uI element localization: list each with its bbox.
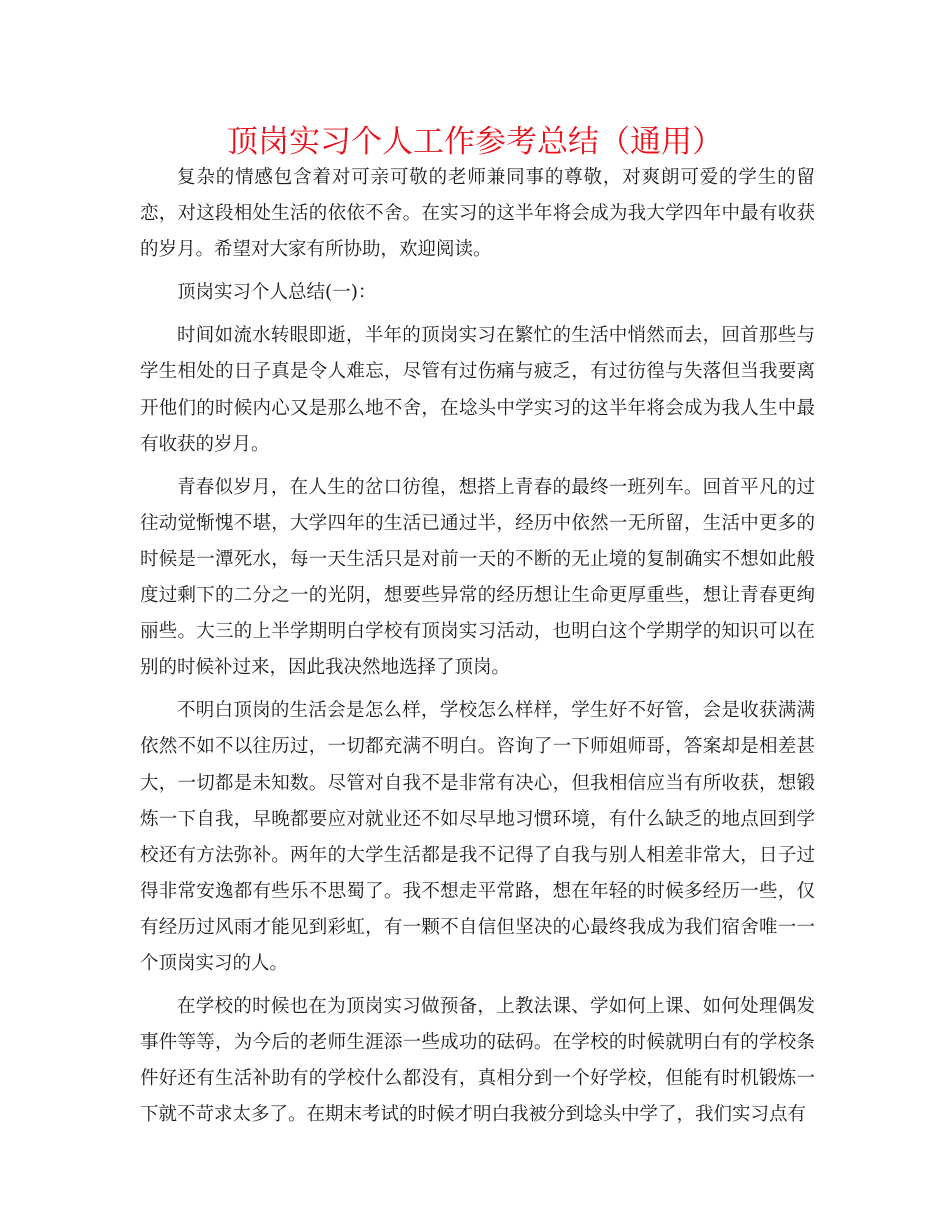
- body-paragraph: 时间如流水转眼即逝，半年的顶岗实习在繁忙的生活中悄然而去，回首那些与学生相处的日子真是令人难忘，尽管有过伤痛与疲乏，有过彷徨与失落但当我要离开他们的时候内心又是那么地不舍，在埝头中学实习的这半年将会成为我人生中最有收获的岁月。: [140, 325, 815, 455]
- document-body: [140, 160, 815, 1133]
- document-title: 顶岗实习个人工作参考总结（通用）: [227, 124, 723, 160]
- body-paragraph: 在学校的时候也在为顶岗实习做预备，上教法课、学如何上课、如何处理偶发事件等等，为今后的老师生涯添一些成功的砝码。在学校的时候就明白有的学校条件好还有生活补助有的学校什么都没有，真相分到一个好学校，但能有时机锻炼一下就不苛求太多了。在期末考试的时候才明白我被分到埝头中学了，我们实习点有: [140, 996, 815, 1126]
- section-heading: 顶岗实习个人总结(一)：: [177, 282, 377, 304]
- body-paragraph: 青春似岁月，在人生的岔口彷徨，想搭上青春的最终一班列车。回首平凡的过往动觉惭愧不堪，大学四年的生活已通过半，经历中依然一无所留，生活中更多的时候是一潭死水，每一天生活只是对前一天的不断的无止境的复制确实不想如此般度过剩下的二分之一的光阴，想要些异常的经历想让生命更厚重些，想让青春更绚丽些。大三的上半学期明白学校有顶岗实习活动，也明白这个学期学的知识可以在别的时候补过来，因此我决然地选择了顶岗。: [140, 476, 815, 679]
- intro-paragraph: 复杂的情感包含着对可亲可敬的老师兼同事的尊敬，对爽朗可爱的学生的留恋，对这段相处生活的依依不舍。在实习的这半年将会成为我大学四年中最有收获的岁月。希望对大家有所协助，欢迎阅读。: [140, 167, 815, 261]
- body-paragraph: 不明白顶岗的生活会是怎么样，学校怎么样样，学生好不好管，会是收获满满依然不如不以往历过，一切都充满不明白。咨询了一下师姐师哥，答案却是相差甚大，一切都是未知数。尽管对自我不是非常有决心，但我相信应当有所收获，想锻炼一下自我，早晚都要应对就业还不如尽早地习惯环境，有什么缺乏的地点回到学校还有方法弥补。两年的大学生活都是我不记得了自我与别人相差非常大，日子过得非常安逸都有些乐不思蜀了。我不想走平常路，想在年轻的时候多经历一些，仅有经历过风雨才能见到彩虹，有一颗不自信但坚决的心最终我成为我们宿舍唯一一个顶岗实习的人。: [140, 700, 815, 974]
